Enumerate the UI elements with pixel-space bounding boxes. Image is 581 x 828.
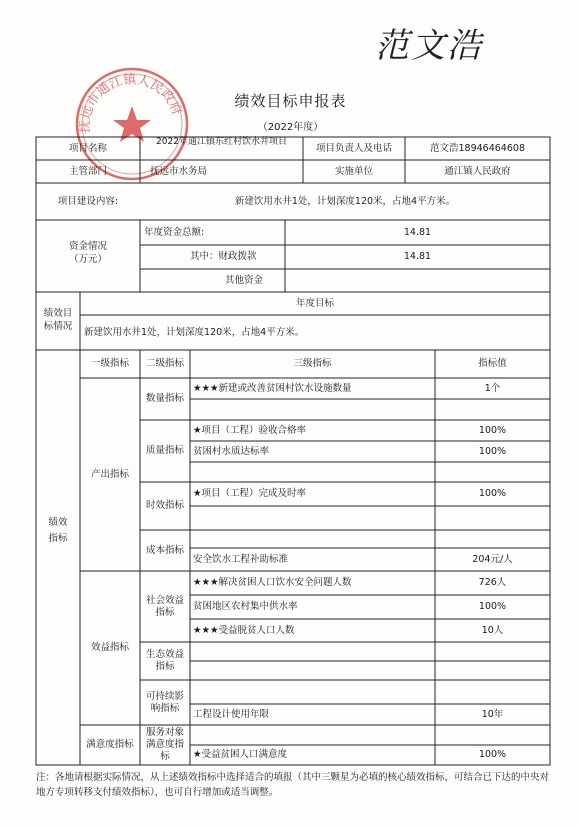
project-name-value: 2022年通江镇东红村饮水井项目: [156, 137, 287, 147]
indicator-value: [435, 680, 550, 704]
level1-indicator: 效益指标: [90, 642, 129, 654]
indicator-header: 一级指标: [90, 358, 129, 370]
indicator-value: 204元/人: [472, 553, 513, 565]
level3-indicator: 贫困村水质达标率: [193, 445, 270, 457]
indicator-value: 100%: [478, 601, 507, 613]
level3-indicator: ★★★受益脱贫人口人数: [193, 624, 295, 636]
leader-label: 项目负责人及电话: [315, 143, 392, 154]
svg-text:抚远市通江镇人民政府: 抚远市通江镇人民政府: [77, 72, 185, 134]
indicator-header: 二级指标: [145, 358, 184, 370]
level3-indicator: 贫困地区农村集中供水率: [193, 601, 298, 613]
indicator-value: 100%: [478, 445, 507, 457]
leader-value: 范文浩18946464608: [430, 143, 525, 154]
level2-indicator: 服务对象满意度指标: [145, 727, 184, 762]
level3-indicator: [190, 680, 438, 704]
indicator-value: 100%: [478, 424, 507, 436]
funds-label: 资金情况: [68, 241, 107, 252]
level3-indicator: [190, 642, 438, 661]
level2-indicator: 社会效益指标: [145, 594, 184, 618]
other-funds-label: 其他资金: [225, 275, 264, 286]
level1-indicator: 满意度指标: [86, 739, 134, 751]
footnote: 注：各地请根据实际情况，从上述绩效指标中选择适合的填报（其中三颗星为必填的核心绩效指标，可结合已下达的中央对地方专项转移支付绩效指标），也可自行增加或适当调整。: [36, 772, 550, 799]
page-title: 绩效目标申报表: [234, 92, 347, 110]
unit-value: 通江镇人民政府: [444, 166, 511, 177]
indicator-value: [435, 530, 550, 548]
goal-label-2: 标情况: [43, 321, 73, 332]
fiscal-funds-label: 其中：财政拨款: [190, 251, 257, 262]
handwritten-signature: 范文浩: [375, 26, 483, 66]
indicator-value: 10人: [481, 624, 504, 636]
goal-text: 新建饮用水井1处，计划深度120米，占地4平方米。: [84, 327, 305, 338]
level3-indicator: [190, 725, 438, 745]
level3-indicator: ★项目（工程）完成及时率: [193, 488, 307, 500]
indicator-value: 1个: [484, 382, 501, 394]
level3-indicator: ★★★解决贫困人口饮水安全问题人数: [193, 577, 352, 589]
indicator-value: [435, 642, 550, 661]
level3-indicator: ★★★新建或改善贫困村饮水设施数量: [193, 382, 352, 394]
funds-unit: （万元）: [68, 254, 107, 265]
indicator-value: [435, 462, 550, 482]
year-subtitle: （2022年度）: [257, 122, 324, 133]
fiscal-funds-value: 14.81: [403, 251, 432, 262]
level3-indicator: [190, 661, 438, 680]
level2-indicator: 可持续影响指标: [145, 690, 184, 714]
indicator-value: 100%: [478, 488, 507, 500]
level3-indicator: 工程设计使用年限: [193, 708, 270, 720]
indicator-header: 指标值: [478, 358, 507, 370]
level3-indicator: ★项目（工程）验收合格率: [193, 424, 307, 436]
total-funds-label: 年度资金总额:: [144, 227, 205, 238]
indicator-value: 100%: [478, 749, 507, 761]
unit-label: 实施单位: [334, 166, 373, 177]
level1-indicator: 产出指标: [90, 468, 129, 480]
indicator-value: [435, 661, 550, 680]
level3-indicator: ★受益贫困人口满意度: [193, 749, 288, 761]
indicator-value: [435, 399, 550, 420]
indicators-side-label: 绩效指标: [48, 517, 68, 544]
total-funds-value: 14.81: [403, 227, 432, 238]
level3-indicator: [190, 462, 438, 482]
project-name-label: 项目名称: [68, 143, 107, 154]
level2-indicator: 成本指标: [145, 544, 184, 556]
level2-indicator: 数量指标: [145, 393, 184, 405]
goal-header: 年度目标: [295, 298, 334, 309]
level2-indicator: 时效指标: [145, 500, 184, 512]
content-label: 项目建设内容:: [57, 196, 119, 207]
indicator-header: 三级指标: [293, 358, 332, 370]
goal-label: 绩效目: [43, 308, 73, 319]
level3-indicator: [190, 506, 438, 530]
dept-value: 抚远市水务局: [150, 166, 208, 177]
content-value: 新建饮用水井1处，计划深度120米，占地4平方米。: [234, 196, 456, 207]
level3-indicator: [190, 530, 438, 548]
indicator-value: [435, 506, 550, 530]
indicator-value: 726人: [478, 577, 507, 589]
level2-indicator: 质量指标: [145, 445, 184, 457]
dept-label: 主管部门: [68, 166, 107, 177]
indicator-value: 10年: [481, 708, 504, 720]
level3-indicator: 安全饮水工程补助标准: [193, 553, 289, 565]
indicator-value: [435, 725, 550, 745]
level2-indicator: 生态效益指标: [145, 649, 184, 672]
level3-indicator: [190, 399, 438, 420]
